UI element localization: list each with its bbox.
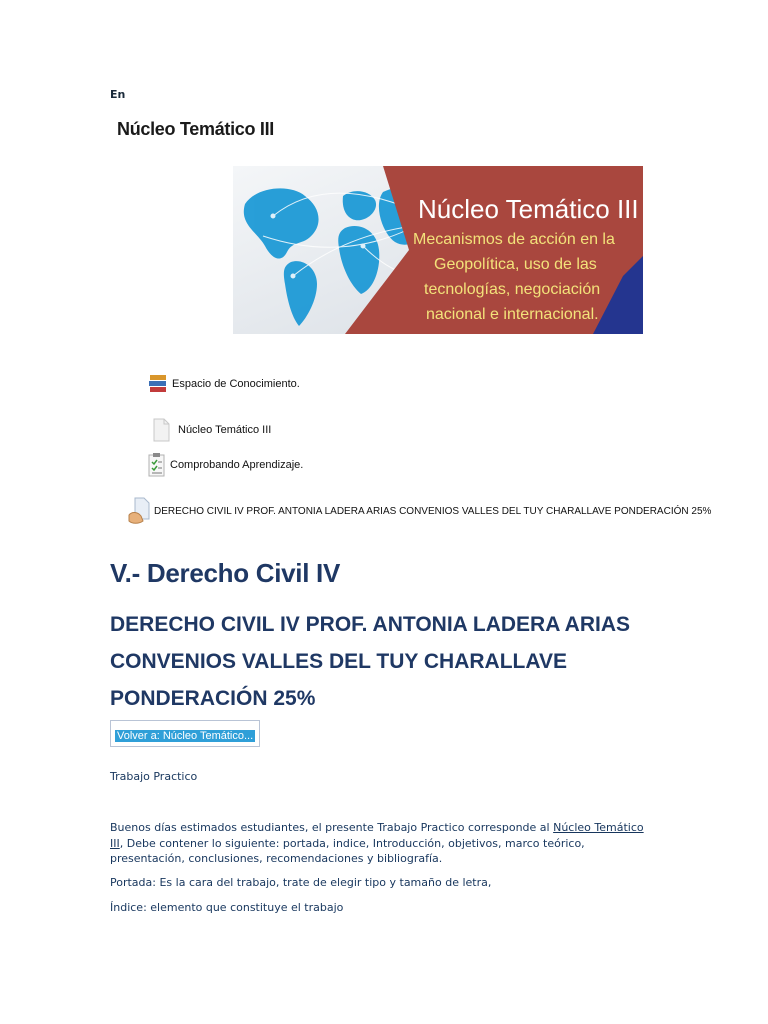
course-title: DERECHO CIVIL IV PROF. ANTONIA LADERA ARIAS CONVENIOS VALLES DEL TUY CHARALLAVE PONDERACIÓN 25% [110, 613, 630, 710]
back-to-nucleo-link[interactable]: Volver a: Núcleo Temático... [117, 730, 254, 742]
intro-text-end: , Debe contener lo siguiente: portada, indice, Introducción, objetivos, marco teórico, presentación, conclusiones, recomendaciones y bibliografía. [110, 836, 585, 865]
nucleo-banner [233, 166, 643, 334]
link-comprobando-label[interactable]: Comprobando Aprendizaje. [170, 459, 304, 471]
checklist-icon [148, 452, 166, 478]
banner-line-3: tecnologías, negociación [424, 281, 601, 298]
link-nucleo-tematico[interactable] [152, 418, 271, 442]
link-derecho-label[interactable]: DERECHO CIVIL IV PROF. ANTONIA LADERA ARIAS CONVENIOS VALLES DEL TUY CHARALLAVE PONDERACIÓN 25% [154, 505, 712, 517]
intro-paragraph [110, 820, 655, 867]
en-label: En [110, 88, 126, 101]
link-espacio-label[interactable]: Espacio de Conocimiento. [172, 378, 300, 390]
indice-paragraph: Índice: elemento que constituye el trabajo [110, 901, 344, 914]
trabajo-practico-label: Trabajo Practico [110, 770, 198, 783]
nucleo-heading-image-text: Núcleo Temático III [117, 119, 275, 139]
books-icon [148, 372, 168, 396]
link-derecho-civil-assignment[interactable] [128, 497, 711, 525]
back-link-box [110, 720, 260, 747]
document-icon [152, 418, 170, 442]
banner-line-2: Geopolítica, uso de las [434, 256, 597, 273]
link-espacio-conocimiento[interactable] [148, 372, 300, 396]
assignment-icon [128, 497, 150, 525]
banner-title: Núcleo Temático III [418, 194, 639, 224]
link-nucleo-label[interactable]: Núcleo Temático III [178, 424, 272, 436]
nucleo-inline-link[interactable]: Núcleo Temático III [110, 821, 644, 850]
banner-line-1: Mecanismos de acción en la [413, 231, 615, 248]
section-heading: V.- Derecho Civil IV [110, 558, 341, 588]
banner-line-4: nacional e internacional. [426, 306, 599, 323]
link-comprobando-aprendizaje[interactable] [148, 452, 303, 478]
portada-paragraph: Portada: Es la cara del trabajo, trate de elegir tipo y tamaño de letra, [110, 876, 492, 889]
intro-text-start: Buenos días estimados estudiantes, el presente Trabajo Practico corresponde al [110, 821, 554, 834]
